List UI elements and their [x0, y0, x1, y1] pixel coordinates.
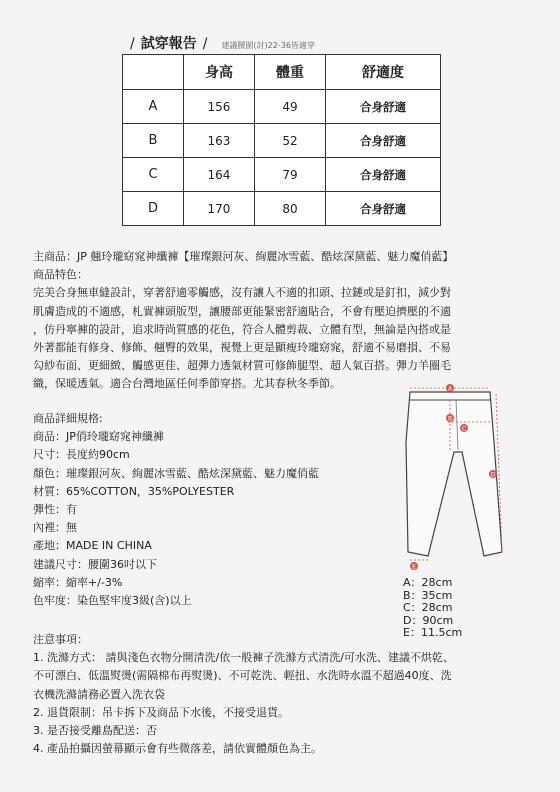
- spec-line: 建議尺寸：腰圍36吋以下: [33, 557, 157, 571]
- intro-line: 勾紗布面、更細緻、觸感更佳、超彈力透氣材質可修飾腿型、超人氣百搭。彈力羊圈毛: [33, 359, 451, 373]
- table-row: [123, 192, 441, 226]
- header-cell: 體重: [254, 55, 325, 90]
- pants-outline: [406, 392, 502, 556]
- weight-cell: 52: [254, 124, 325, 158]
- product-intro: [33, 248, 527, 394]
- spec-line: 顏色：璀璨銀河灰、絢麗冰雪藍、酷炫深黛藍、魅力魔俏藍: [33, 466, 319, 480]
- pants-diagram: [398, 382, 508, 574]
- weight-cell: 49: [254, 90, 325, 124]
- comfort-cell: 合身舒適: [325, 90, 440, 124]
- table-row: [123, 158, 441, 192]
- header-cell: [123, 55, 184, 90]
- spec-line: 內裡：無: [33, 521, 77, 535]
- fit-report-title: 試穿報告: [140, 36, 197, 52]
- height-cell: 170: [184, 192, 255, 226]
- intro-line: 完美合身無車縫設計，穿著舒適零觸感，沒有讓人不適的扣頭、拉鏈或是釘扣，減少對: [33, 286, 451, 300]
- svg-text:E: E: [412, 563, 416, 571]
- notice-line: 1. 洗滌方式： 請與淺色衣物分開清洗/依一般褲子洗滌方式清洗/可水洗、建議不烘乾、: [33, 651, 454, 665]
- intro-line: 主商品：JP 翹玲瓏窈窕神纖褲【璀璨銀河灰、絢麗冰雪藍、酷炫深黛藍、魅力魔俏藍】: [33, 250, 454, 263]
- comfort-cell: 合身舒適: [325, 158, 440, 192]
- comfort-cell: 合身舒適: [325, 192, 440, 226]
- title-slash-2: /: [202, 36, 208, 52]
- fit-report-note: 建議腰圍(討)22-36皆適穿: [221, 41, 315, 50]
- spec-line: 商品詳細規格:: [33, 412, 103, 425]
- svg-text:A: A: [447, 385, 453, 393]
- intro-line: 肌膚造成的不適感，札實褲頭版型，讓腰部更能緊密舒適貼合，不會有壓迫擠壓的不適: [33, 304, 451, 318]
- header-cell: 身高: [184, 55, 255, 90]
- notice-line: 注意事項：: [33, 633, 88, 646]
- row-label: B: [123, 124, 184, 158]
- row-label: D: [123, 192, 184, 226]
- spec-line: 產地：MADE IN CHINA: [33, 539, 152, 553]
- product-specs: [33, 410, 393, 610]
- measurement-item: E：11.5cm: [403, 626, 463, 640]
- measurement-item: A：28cm: [403, 576, 453, 589]
- height-cell: 163: [184, 124, 255, 158]
- title-slash: /: [130, 36, 135, 52]
- height-cell: 164: [184, 158, 255, 192]
- notice-line: 4. 產品拍攝因螢幕顯示會有些微落差，請依實體顏色為主。: [33, 742, 322, 756]
- spec-line: 材質：65%COTTON，35%POLYESTER: [33, 484, 235, 498]
- notices: [33, 631, 527, 758]
- comfort-cell: 合身舒適: [325, 124, 440, 158]
- marker-e: [410, 562, 418, 571]
- table-header-row: [123, 55, 441, 90]
- measurement-item: D：90cm: [403, 613, 454, 627]
- spec-line: 商品：JP俏玲瓏窈窕神纖褲: [33, 430, 164, 444]
- height-cell: 156: [184, 90, 255, 124]
- notice-line: 衣機洗滌請務必置入洗衣袋: [33, 687, 165, 701]
- intro-line: 外著都能有修身、修飾、翹臀的效果，視覺上更是顯瘦玲瓏窈窕，舒適不易磨損、不易: [33, 341, 451, 355]
- row-label: A: [123, 90, 184, 124]
- notice-line: 3. 是否接受離島配送：否: [33, 724, 157, 738]
- table-row: [123, 90, 441, 124]
- svg-text:D: D: [490, 471, 496, 479]
- marker-a: [446, 384, 454, 393]
- header-cell: 舒適度: [325, 55, 440, 90]
- fit-report-heading: [130, 33, 315, 53]
- intro-line: 織，保暖透氣。適合台灣地區任何季節穿搭。尤其春秋冬季節。: [33, 377, 341, 391]
- spec-line: 尺寸：長度約90cm: [33, 448, 130, 462]
- intro-line: ，仿丹寧褲的設計，追求時尚質感的花色，符合人體剪裁、立體有型，無論是內搭或是: [33, 322, 451, 336]
- table-row: [123, 124, 441, 158]
- intro-line: 商品特色：: [33, 268, 88, 282]
- notice-line: 不可漂白、低溫熨燙(需隔棉布再熨燙)、不可乾洗、輕扭、水洗時水溫不超過40度、洗: [33, 669, 452, 683]
- measurement-item: C：28cm: [403, 601, 453, 615]
- svg-text:B: B: [447, 415, 453, 423]
- svg-text:C: C: [461, 425, 467, 433]
- spec-line: 色牢度：染色堅牢度3級(含)以上: [33, 594, 192, 608]
- weight-cell: 80: [254, 192, 325, 226]
- notice-line: 2. 退貨限制：吊卡拆下及商品下水後，不接受退貨。: [33, 705, 289, 719]
- spec-line: 彈性：有: [33, 503, 77, 517]
- measurement-item: B：35cm: [403, 588, 453, 602]
- row-label: C: [123, 158, 184, 192]
- weight-cell: 79: [254, 158, 325, 192]
- spec-line: 縮率：縮率+/-3%: [33, 575, 123, 589]
- fit-report-table: [122, 54, 441, 226]
